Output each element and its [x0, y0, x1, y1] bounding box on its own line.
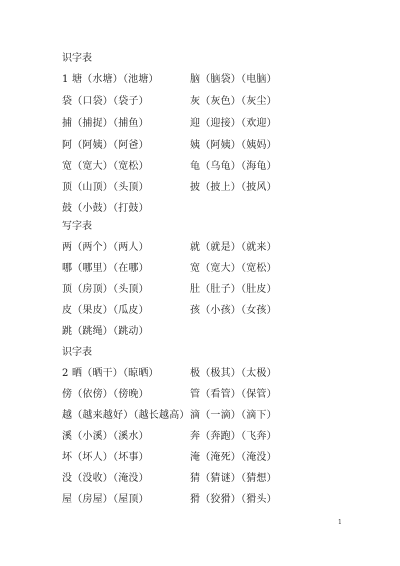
word-entry: 没（没收）（淹没）: [62, 473, 149, 484]
word-entry: 屋（房屋）（屋顶）: [62, 494, 149, 505]
word-entry: 淹（淹死）（淹没）: [190, 452, 277, 463]
word-entry: 坏（坏人）（坏事）: [62, 452, 149, 463]
word-entry: 袋（口袋）（袋子）: [62, 96, 149, 107]
word-entry: 顶（房顶）（头顶）: [62, 284, 149, 295]
section-title-writing: 写字表: [62, 221, 92, 232]
section-title-literacy-2: 识字表: [62, 347, 92, 358]
page-number: 1: [338, 519, 342, 526]
word-entry: 捕（捕捉）（捕鱼）: [62, 118, 149, 129]
word-entry: 顶（山顶）（头顶）: [62, 182, 149, 193]
word-entry: 猜（猜谜）（猜想）: [190, 473, 277, 484]
word-entry: 就（就是）（就来）: [190, 242, 277, 253]
word-entry: 跳（跳绳）（跳动）: [62, 326, 149, 337]
section-title-literacy-1: 识字表: [62, 53, 92, 64]
word-entry: 越（越来越好）（越长越高）: [62, 410, 190, 421]
word-entry: 鼓（小鼓）（打鼓）: [62, 203, 149, 214]
word-entry: 龟（乌龟）（海龟）: [190, 161, 277, 172]
word-entry: 披（披上）（披风）: [190, 182, 277, 193]
word-entry: 宽（宽大）（宽松）: [190, 263, 277, 274]
word-entry: 两（两个）（两人）: [62, 242, 149, 253]
word-entry: 猾（狡猾）（猾头）: [190, 494, 277, 505]
word-entry: 皮（果皮）（瓜皮）: [62, 305, 149, 316]
word-entry: 溪（小溪）（溪水）: [62, 431, 149, 442]
word-entry: 2 晒（晒干）（晾晒）: [62, 368, 159, 379]
word-entry: 奔（奔跑）（飞奔）: [190, 431, 277, 442]
word-entry: 肚（肚子）（肚皮）: [190, 284, 277, 295]
word-entry: 滴（一滴）（滴下）: [190, 410, 277, 421]
word-entry: 管（看管）（保管）: [190, 389, 277, 400]
word-entry: 极（极其）（太极）: [190, 368, 277, 379]
word-entry: 脑（脑袋）（电脑）: [190, 74, 277, 85]
word-entry: 阿（阿姨）（阿爸）: [62, 140, 149, 151]
word-entry: 宽（宽大）（宽松）: [62, 161, 149, 172]
word-entry: 哪（哪里）（在哪）: [62, 263, 149, 274]
word-entry: 迎（迎接）（欢迎）: [190, 118, 277, 129]
word-entry: 姨（阿姨）（姨妈）: [190, 140, 277, 151]
word-entry: 1 塘（水塘）（池塘）: [62, 74, 159, 85]
word-entry: 灰（灰色）（灰尘）: [190, 96, 277, 107]
word-entry: 傍（依傍）（傍晚）: [62, 389, 149, 400]
word-entry: 孩（小孩）（女孩）: [190, 305, 277, 316]
